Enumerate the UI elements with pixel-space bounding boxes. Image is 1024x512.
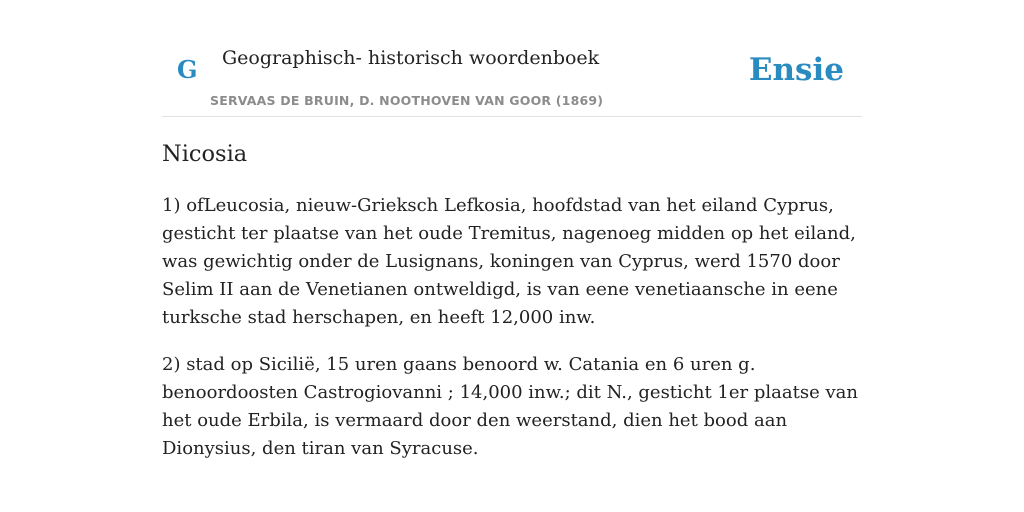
book-title-link[interactable]: Geographisch- historisch woordenboek bbox=[222, 47, 600, 69]
entry-paragraph-2: 2) stad op Sicilië, 15 uren gaans benoord w. Catania en 6 uren g. benoordoosten Castrogiovanni ; 14,000 inw.; dit N., gesticht 1er plaatse van het oude Erbila, is vermaard door den weerstand, dien het bood aan Dionysius, den tiran van Syracuse. bbox=[162, 354, 858, 459]
entry-body bbox=[162, 192, 862, 482]
entry-paragraph-1: 1) ofLeucosia, nieuw-Grieksch Lefkosia, hoofdstad van het eiland Cyprus, gesticht ter plaatse van het oude Tremitus, nagenoeg midden op het eiland, was gewichtig onder de Lusignans, koningen van Cyprus, werd 1570 door Selim II aan de Venetianen ontweldigd, is van eene venetiaansche in eene turksche stad herschapen, en heeft 12,000 inw. bbox=[162, 195, 856, 328]
book-author: SERVAAS DE BRUIN, D. NOOTHOVEN VAN GOOR (1869) bbox=[210, 93, 604, 108]
entry-title: Nicosia bbox=[162, 141, 248, 167]
book-header bbox=[162, 0, 862, 117]
ensie-logo[interactable]: Ensie bbox=[748, 52, 844, 88]
book-initial-badge[interactable]: G bbox=[177, 55, 198, 84]
